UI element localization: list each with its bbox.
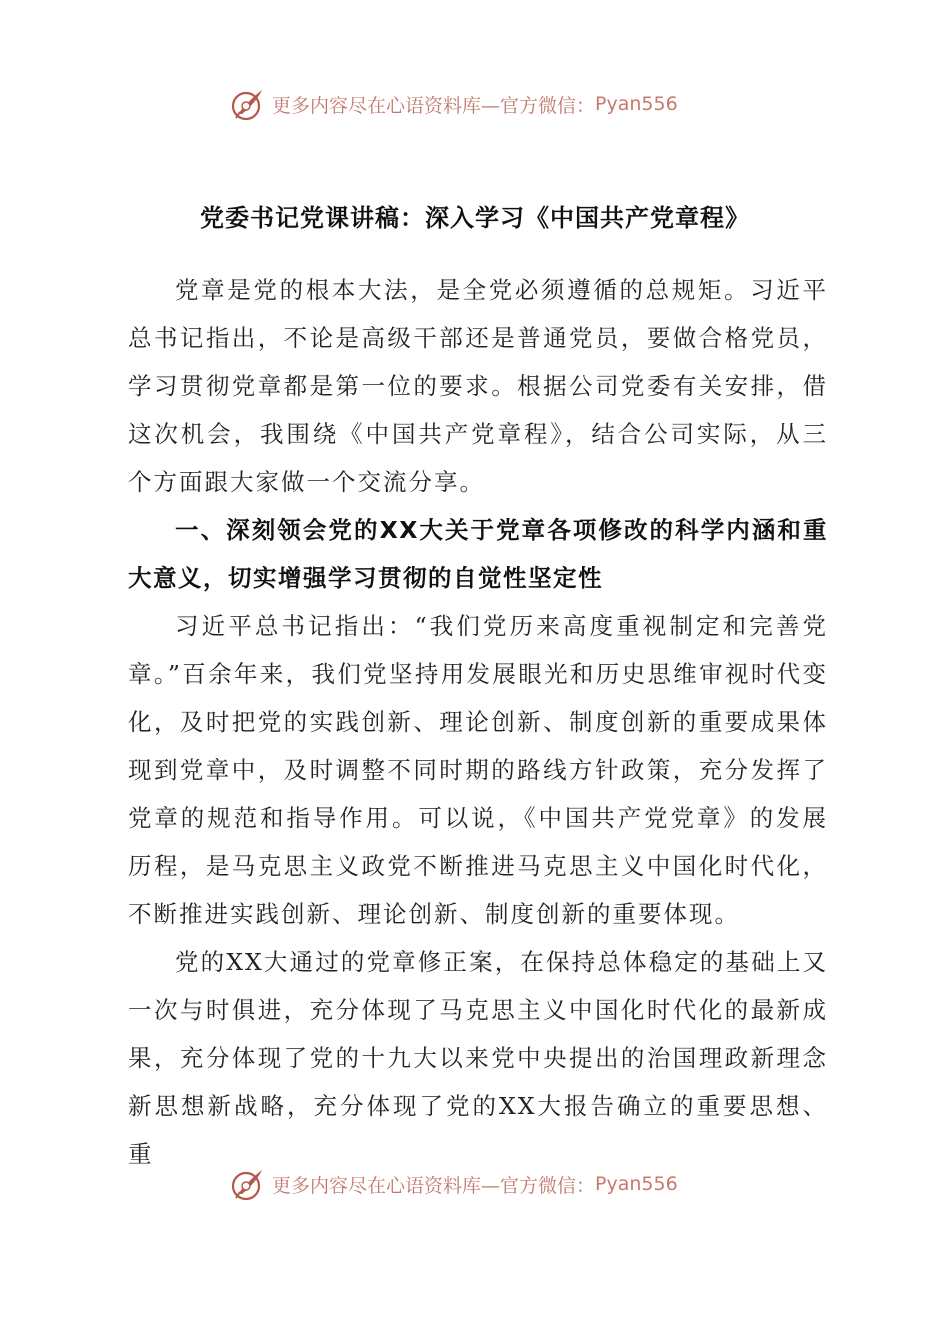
watermark-banner-top [228, 84, 678, 124]
watermark-wechat-id: Pyan556 [595, 1173, 678, 1195]
watermark-wechat-id: Pyan556 [595, 93, 678, 115]
paragraph-2: 习近平总书记指出：“我们党历来高度重视制定和完善党章。”百余年来，我们党坚持用发展眼光和历史思维审视时代变化，及时把党的实践创新、理论创新、制度创新的重要成果体现到党章中，及时调整不同时期的路线方针政策，充分发挥了党章的规范和指导作用。可以说，《中国共产党党章》的发展历程，是马克思主义政党不断推进马克思主义中国化时代化，不断推进实践创新、理论创新、制度创新的重要体现。 [128, 612, 828, 928]
paragraph-3: 党的XX大通过的党章修正案，在保持总体稳定的基础上又一次与时俱进，充分体现了马克思主义中国化时代化的最新成果，充分体现了党的十九大以来党中央提出的治国理政新理念新思想新战略，充分体现了党的XX大报告确立的重要思想、重 [128, 948, 828, 1168]
watermark-banner-bottom [228, 1164, 678, 1204]
document-body [128, 266, 828, 1178]
watermark-text: 更多内容尽在心语资料库—官方微信： [272, 94, 596, 117]
quill-logo-icon [228, 84, 268, 124]
quill-logo-icon [228, 1164, 268, 1204]
watermark-text: 更多内容尽在心语资料库—官方微信： [272, 1174, 596, 1197]
section-heading-1: 一、深刻领会党的XX大关于党章各项修改的科学内涵和重大意义，切实增强学习贯彻的自觉性坚定性 [128, 516, 828, 592]
paragraph-intro: 党章是党的根本大法，是全党必须遵循的总规矩。习近平总书记指出，不论是高级干部还是普通党员，要做合格党员，学习贯彻党章都是第一位的要求。根据公司党委有关安排，借这次机会，我围绕《中国共产党章程》，结合公司实际，从三个方面跟大家做一个交流分享。 [128, 276, 828, 496]
document-title: 党委书记党课讲稿：深入学习《中国共产党章程》 [200, 204, 750, 232]
